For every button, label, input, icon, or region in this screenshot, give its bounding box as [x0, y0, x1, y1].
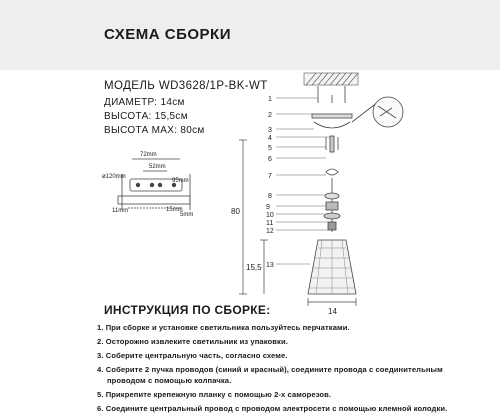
assembly-parts	[308, 86, 356, 294]
instruction-item-continued: проводом с помощью колпачка.	[107, 376, 232, 385]
dim-72-label: 72mm	[140, 152, 157, 158]
part-number-column	[266, 96, 274, 269]
part-number: 4	[268, 135, 272, 142]
canopy-body	[118, 196, 190, 204]
part-number: 7	[268, 173, 272, 180]
instruction-item: 6. Соедините центральный провод с проводом электросети с помощью клемной колодки.	[97, 404, 448, 413]
dim-52-label: 52mm	[149, 164, 166, 170]
height-max-label: 80	[231, 207, 240, 216]
instruction-item: 5. Прикрепите крепежную планку с помощью 2-х саморезов.	[97, 390, 332, 399]
part-9	[325, 193, 339, 199]
model-name: МОДЕЛЬ WD3628/1P-BK-WT	[104, 80, 268, 92]
part-number: 12	[266, 228, 274, 235]
socket	[328, 222, 336, 230]
part-number: 10	[266, 212, 274, 219]
part-number: 6	[268, 156, 272, 163]
part-number: 11	[266, 220, 274, 227]
spec-label: ДИАМЕТР:	[104, 97, 158, 108]
diameter-label: 14	[328, 307, 337, 316]
dim-15-label: 15mm	[166, 207, 183, 213]
part-number: 3	[268, 127, 272, 134]
leader-lines	[276, 98, 330, 264]
part-11	[324, 213, 340, 219]
instructions-list	[97, 322, 497, 417]
wire-connection-detail	[352, 97, 403, 127]
screw-hole	[136, 183, 140, 187]
instructions-title: ИНСТРУКЦИЯ ПО СБОРКЕ:	[104, 303, 271, 317]
spec-value: 80см	[180, 125, 205, 136]
part-number: 5	[268, 145, 272, 152]
spec-value: 14см	[160, 97, 185, 108]
part-number: 8	[268, 193, 272, 200]
canopy	[314, 122, 350, 128]
part-number: 13	[266, 262, 274, 269]
page-title: СХЕМА СБОРКИ	[104, 26, 231, 43]
dim-95-label: 95mm	[172, 178, 189, 184]
instruction-item: 1. При сборке и установке светильника пользуйтесь перчатками.	[97, 323, 350, 332]
connector	[330, 136, 334, 152]
dim-5-label: 5mm	[180, 212, 194, 218]
instruction-item: 3. Соберите центральную часть, согласно схеме.	[97, 351, 288, 360]
dim-11-label: 11mm	[112, 208, 129, 214]
mounting-bar	[312, 114, 352, 118]
dim-120-label: ø120mm	[102, 174, 126, 180]
instruction-item: 2. Осторожно извлеките светильник из упаковки.	[97, 337, 288, 346]
part-number: 2	[268, 112, 272, 119]
screw-hole	[150, 183, 154, 187]
screw-hole	[158, 183, 162, 187]
part-10	[326, 202, 338, 210]
ceiling	[304, 73, 358, 85]
spec-value: 15,5см	[154, 111, 188, 122]
height-label: 15,5	[246, 263, 262, 272]
spec-label: ВЫСОТА MAX:	[104, 125, 178, 136]
spec-label: ВЫСОТА:	[104, 111, 152, 122]
cable-loop	[326, 169, 338, 175]
part-number: 1	[268, 96, 272, 103]
part-number: 9	[266, 204, 270, 211]
instruction-item: 4. Соберите 2 пучка проводов (синий и красный), соедините провода с соединительным	[97, 365, 443, 374]
